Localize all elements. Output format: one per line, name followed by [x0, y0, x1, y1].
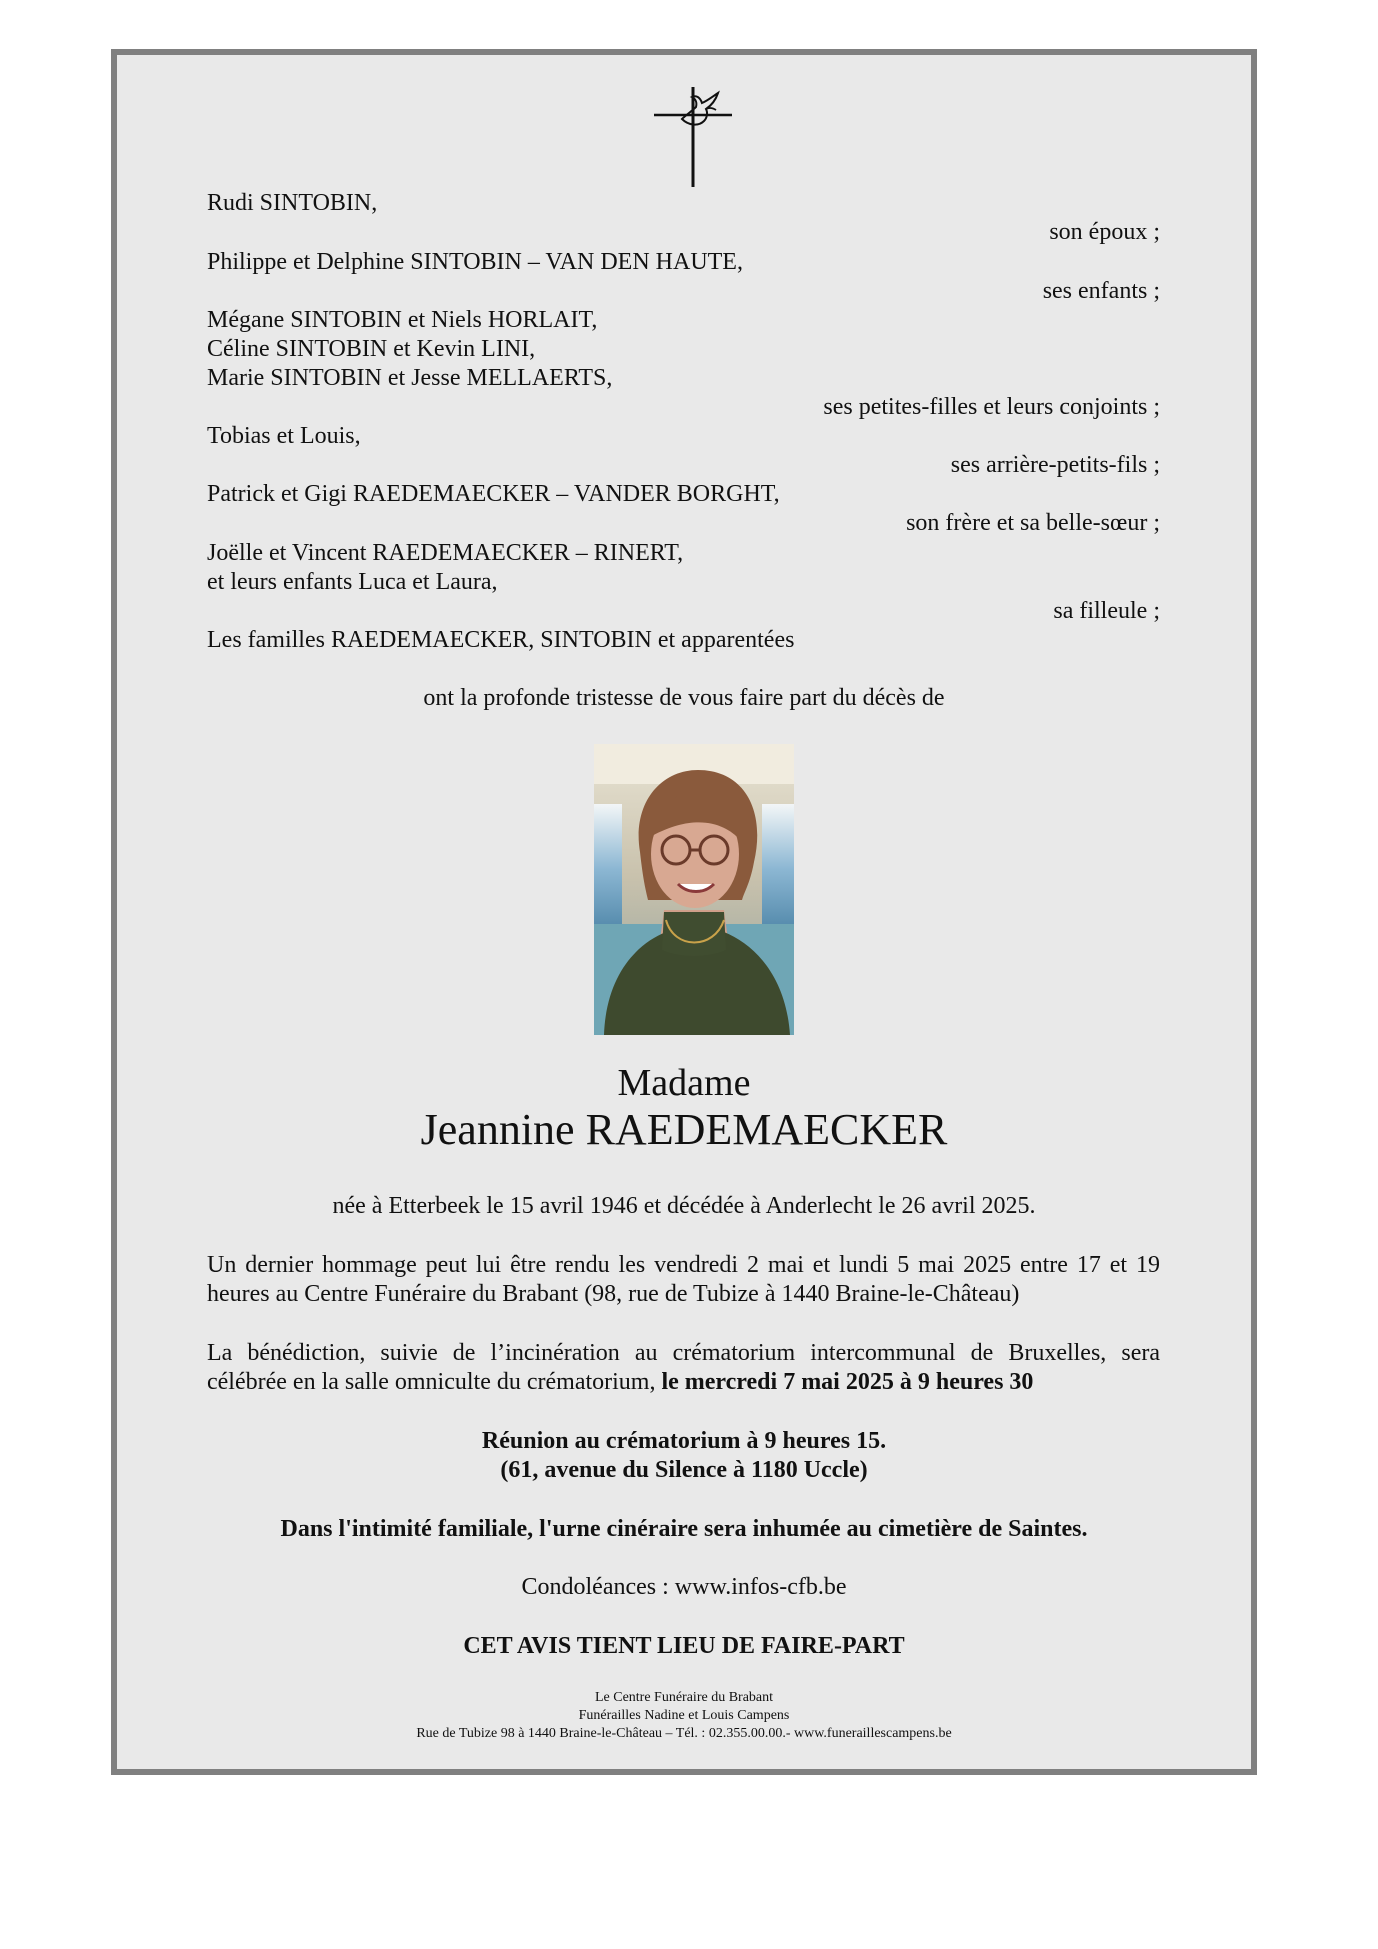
footer-line-3: Rue de Tubize 98 à 1440 Braine-le-Château – Tél. : 02.355.00.00.- www.funeraillescampens.be [416, 1726, 952, 1741]
footer-line-2: Funérailles Nadine et Louis Campens [578, 1708, 790, 1723]
faire-part-notice: CET AVIS TIENT LIEU DE FAIRE-PART [463, 1633, 905, 1659]
grandchild-line-3: Marie SINTOBIN et Jesse MELLAERTS, [207, 365, 613, 391]
reunion-line-1: Réunion au crématorium à 9 heures 15. [481, 1428, 887, 1454]
children-role: ses enfants ; [1042, 278, 1160, 304]
ceremony-date: le mercredi 7 mai 2025 à 9 heures 30 [661, 1369, 1034, 1395]
grandchild-line-1: Mégane SINTOBIN et Niels HORLAIT, [207, 307, 598, 333]
great-grandchildren-name: Tobias et Louis, [207, 423, 361, 449]
birth-death-line: née à Etterbeek le 15 avril 1946 et décédée à Anderlecht le 26 avril 2025. [332, 1193, 1036, 1219]
benediction-line-2-regular: célébrée en la salle omniculte du crématorium, [207, 1369, 662, 1395]
goddaughter-line-2: et leurs enfants Luca et Laura, [207, 569, 498, 595]
children-name: Philippe et Delphine SINTOBIN – VAN DEN HAUTE, [207, 249, 743, 275]
cross-with-dove-icon [652, 83, 732, 189]
families-line: Les familles RAEDEMAECKER, SINTOBIN et apparentées [207, 627, 795, 653]
condoleances-line: Condoléances : www.infos-cfb.be [521, 1574, 847, 1600]
hommage-line-1: Un dernier hommage peut lui être rendu les vendredi 2 mai et lundi 5 mai 2025 entre 17 et 19 [207, 1252, 1160, 1278]
benediction-line-2 [207, 1368, 1160, 1397]
goddaughter-line-1: Joëlle et Vincent RAEDEMAECKER – RINERT, [207, 540, 684, 566]
sibling-role: son frère et sa belle-sœur ; [906, 510, 1160, 536]
benediction-line-1: La bénédiction, suivie de l’incinération au crématorium intercommunal de Bruxelles, sera [207, 1340, 1160, 1366]
grandchild-line-2: Céline SINTOBIN et Kevin LINI, [207, 336, 536, 362]
footer-line-1: Le Centre Funéraire du Brabant [594, 1690, 774, 1705]
funeral-notice-card [111, 49, 1257, 1775]
spouse-name: Rudi SINTOBIN, [207, 190, 378, 216]
grandchildren-role: ses petites-filles et leurs conjoints ; [823, 394, 1160, 420]
intimite-line: Dans l'intimité familiale, l'urne cinéraire sera inhumée au cimetière de Saintes. [280, 1516, 1088, 1542]
portrait-photo [594, 744, 794, 1035]
reunion-line-2: (61, avenue du Silence à 1180 Uccle) [500, 1457, 868, 1483]
hommage-line-2: heures au Centre Funéraire du Brabant (98, rue de Tubize à 1440 Braine-le-Château) [207, 1281, 1020, 1307]
sibling-name: Patrick et Gigi RAEDEMAECKER – VANDER BORGHT, [207, 481, 780, 507]
deceased-name: Jeannine RAEDEMAECKER [420, 1105, 948, 1154]
deceased-title: Madame [617, 1062, 751, 1104]
announcement-text: ont la profonde tristesse de vous faire part du décès de [423, 685, 945, 711]
goddaughter-role: sa filleule ; [1053, 598, 1160, 624]
great-grandchildren-role: ses arrière-petits-fils ; [950, 452, 1160, 478]
spouse-role: son époux ; [1049, 219, 1160, 245]
